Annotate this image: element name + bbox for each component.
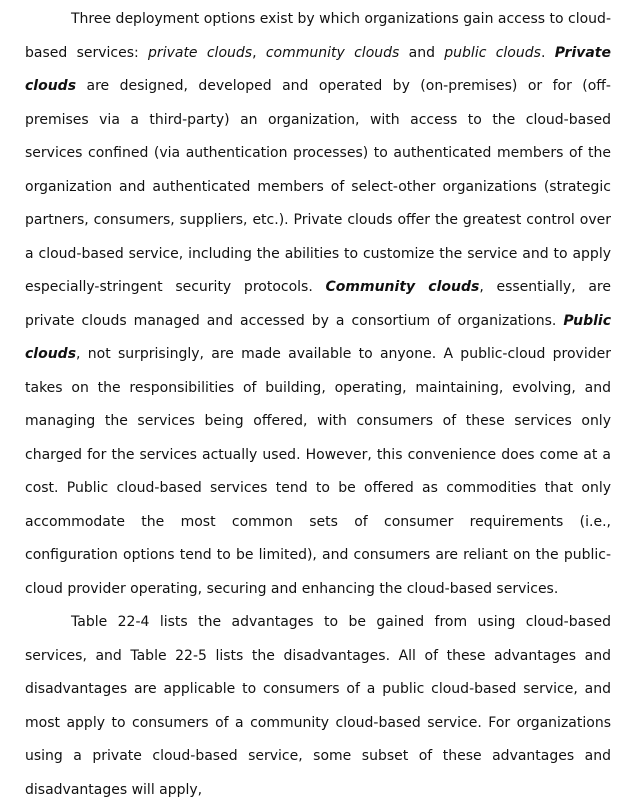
- text-run: .: [540, 44, 555, 61]
- term-public-clouds: public clouds: [444, 44, 541, 61]
- heading-private-clouds: Private clouds: [25, 44, 611, 94]
- heading-community-clouds: Community clouds: [325, 279, 480, 295]
- text-run: and: [399, 44, 445, 61]
- document-page: [25, 3, 611, 807]
- text-run: Table 22-4 lists the advantages to be gained from using cloud-based services, and Table 22-5 lists the disadvantages. All of these advantages and disadvantages are applicable to consumers of a public cloud-based service, and most apply to consumers of a community cloud-based service. For organizations using a private cloud-based service, some subset of these advantages and disadvantages will apply,: [25, 614, 611, 798]
- term-private-clouds: private clouds: [148, 44, 253, 61]
- text-run: Three deployment options exist by which organizations gain access to cloud-based services:: [25, 11, 611, 61]
- heading-public-clouds: Public clouds: [25, 312, 611, 362]
- text-run: ,: [252, 44, 266, 61]
- term-community-clouds: community clouds: [265, 44, 400, 61]
- text-run: are designed, developed and operated by (on-premises) or for (off-premises via a third-party) an organization, with access to the cloud-based services confined (via authentication processes) to authenticated members of the organization and authenticated members of select-other organizations (strategic partners, consumers, suppliers, etc.). Private clouds offer the greatest control over a cloud-based service, including the abilities to customize the service and to apply especially-stringent security protocols.: [25, 78, 611, 295]
- text-run: , not surprisingly, are made available to anyone. A public-cloud provider takes on the responsibilities of building, operating, maintaining, evolving, and managing the services being offered, with consumers of these services only charged for the services actually used. However, this convenience does come at a cost. Public cloud-based services tend to be offered as commodities that only accommodate the most common sets of consumer requirements (i.e., configuration options tend to be limited), and consumers are reliant on the public-cloud provider operating, securing and enhancing the cloud-based services.: [25, 346, 611, 597]
- paragraph-advantages-tables: [25, 606, 611, 807]
- text-run: , essentially, are private clouds managed and accessed by a consortium of organizations.: [25, 279, 611, 329]
- paragraph-deployment-options: [25, 3, 611, 606]
